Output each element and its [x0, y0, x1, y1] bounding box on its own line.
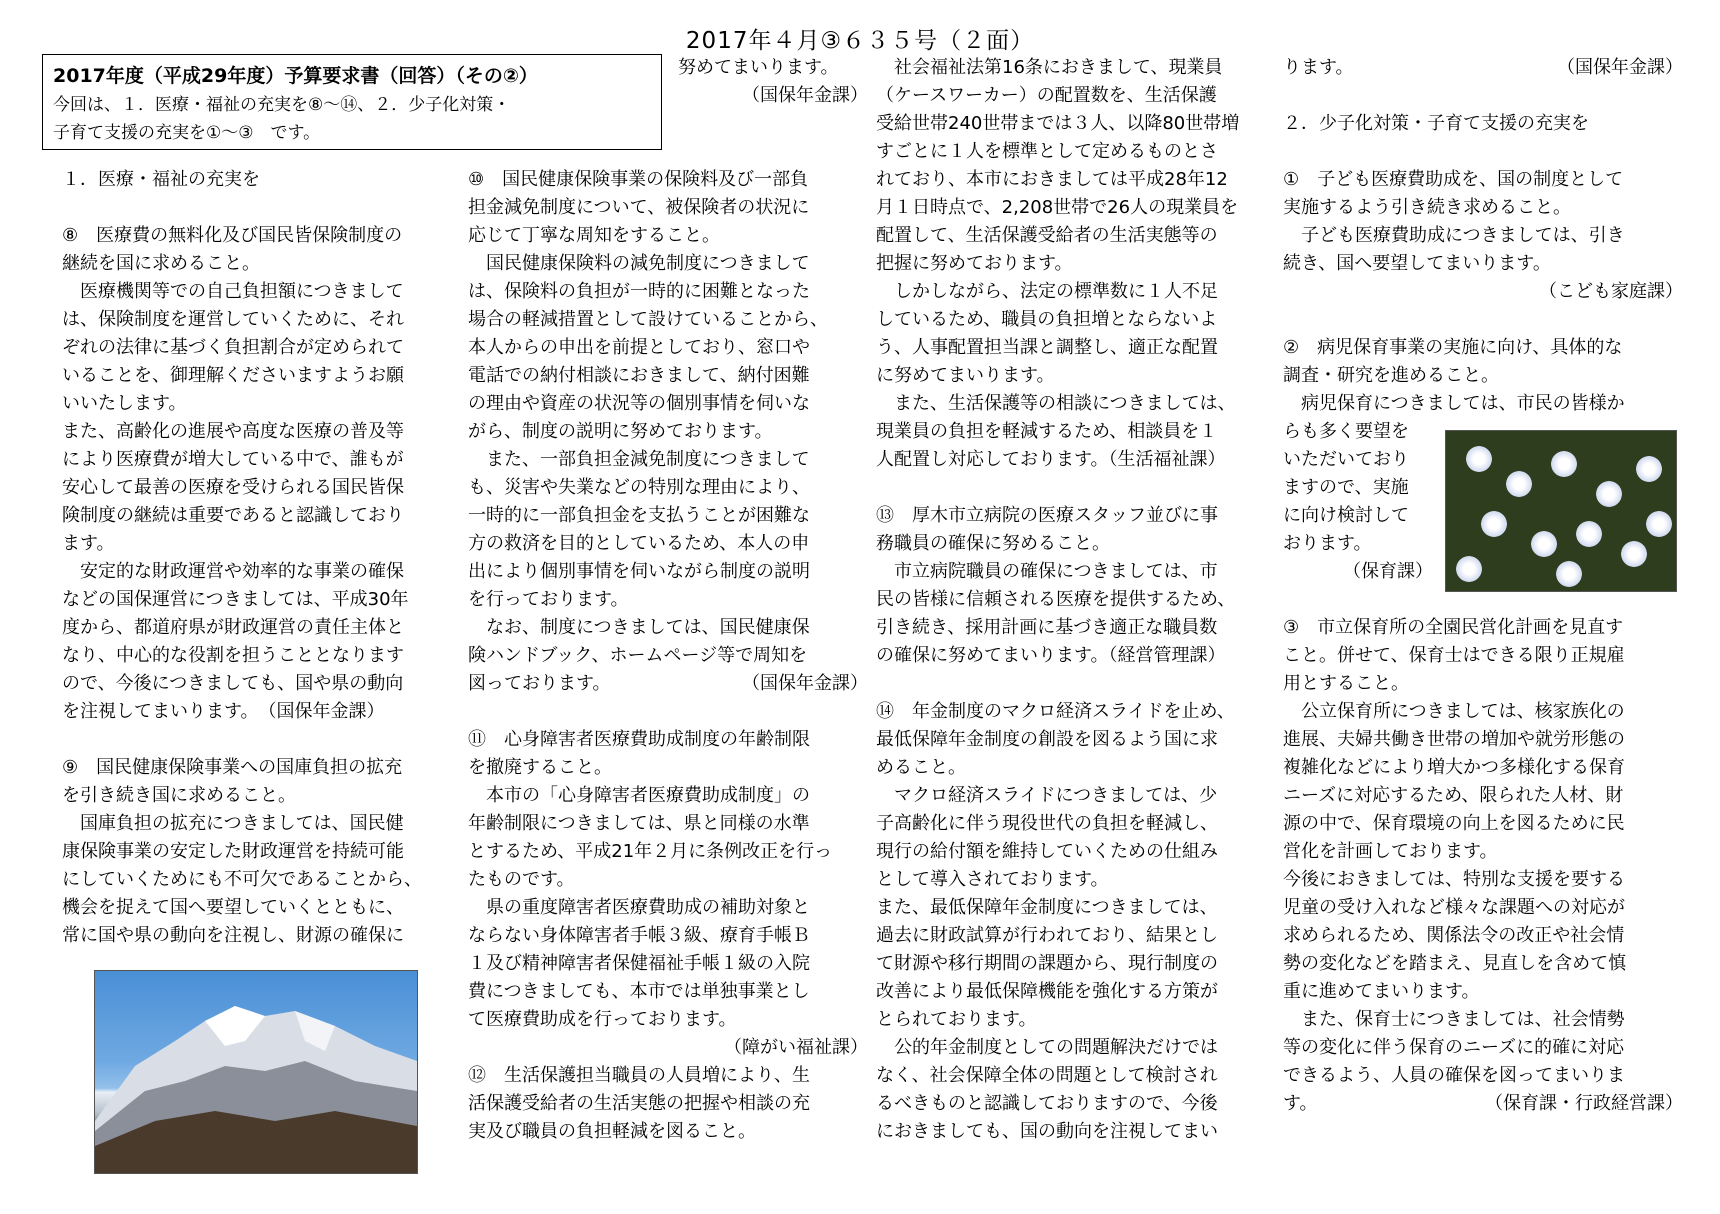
title-box — [42, 54, 662, 150]
item-10-dept: （国保年金課） — [742, 673, 868, 694]
item-2-answer-line1: 病児保育につきましては、市民の皆様か — [1283, 393, 1625, 414]
item-3-dept: （保育課・行政経営課） — [1485, 1093, 1683, 1114]
title: 2017年度（平成29年度）予算要求書（回答）（その②） — [53, 65, 538, 87]
item-11-question: ⑪ 心身障害者医療費助成制度の年齢制限 を撤廃すること。 — [468, 729, 810, 778]
item-9-continued: 努めてまいります。 — [678, 57, 839, 78]
item-2-question: ② 病児保育事業の実施に向け、具体的な 調査・研究を進めること。 — [1283, 337, 1623, 386]
item-11-answer: 本市の「心身障害者医療費助成制度」の 年齢制限につきましては、県と同様の水準 とするため、平成21年２月に条例改正を行っ たものです。 県の重度障害者医療費助成の補助対象と ならない身体障害者手帳３級、療育手帳Ｂ １及び精神障害者保健福祉手帳１級の入院 費につきましても、本市では単独事業とし て医療費助成を行っております。 — [468, 785, 833, 1030]
item-3-answer: 公立保育所につきましては、核家族化の 進展、夫婦共働き世帯の増加や就労形態の 複雑化などにより増大かつ多様化する保育 ニーズに対応するため、限られた人材、財 源の中で、保育環境の向上を図るために民 営化を計画しております。 今後におきましては、特別な支援を要する 児童の受け入れなど様々な課題への対応が 求められるため、関係法令の改正や社会情 勢の変化などを踏まえ、見直しを含めて慎 重に進めてまいります。 また、保育士につきましては、社会情勢 等の変化に伴う保育のニーズに的確に対応 できるよう、人員の確保を図ってまいりま す。 — [1283, 701, 1627, 1114]
item-9-dept: （国保年金課） — [742, 85, 868, 106]
item-10-answer: 国民健康保険料の減免制度につきまして は、保険料の負担が一時的に困難となった 場合の軽減措置として設けていることから、 本人からの申出を前提としており、窓口や 電話での納付相談におきまして、納付困難 の理由や資産の状況等の個別事情を伺いな がら、制度の説明に努めております。 また、一部負担金減免制度につきまして も、災害や失業などの特別な理由により、 一時的に一部負担金を支払うことが困難な 方の救済を目的としているため、本人の申 出により個別事情を伺いながら制度の説明 を行っております。 なお、制度につきましては、国民健康保 険ハンドブック、ホームページ等で周知を 図っております。 — [468, 253, 828, 694]
item-12-question: ⑫ 生活保護担当職員の人員増により、生 活保護受給者の生活実態の把握や相談の充 実及び職員の負担軽減を図ること。 — [468, 1065, 810, 1142]
item-8-answer: 医療機関等での自己負担額につきまして は、保険制度を運営していくために、それ ぞれの法律に基づく負担割合が定められて いることを、御理解くださいますようお願 いいたします。 また、高齢化の進展や高度な医療の普及等 により医療費が増大している中で、誰もが 安心して最善の医療を受けられる国民皆保 険制度の継続は重要であると認識しており ます。 安定的な財政運営や効率的な事業の確保 などの国保運営につきましては、平成30年 度から、都道府県が財政運営の責任主体と なり、中心的な役割を担うこととなります ので、今後につきましても、国や県の動向 を注視してまいります。 （国保年金課） — [62, 281, 409, 722]
column-1 — [62, 166, 457, 950]
column-3 — [876, 54, 1271, 1146]
item-14-dept: （国保年金課） — [1557, 57, 1683, 78]
mountain-illustration — [95, 971, 417, 1173]
column-2-top — [678, 54, 868, 110]
column-2 — [468, 166, 868, 1146]
item-8-question: ⑧ 医療費の無料化及び国民皆保険制度の 継続を国に求めること。 — [62, 225, 403, 274]
item-2-answer-wrap: らも多く要望を いただいており ますので、実施 に向け検討して おります。 — [1283, 421, 1409, 554]
item-10-question: ⑩ 国民健康保険事業の保険料及び一部負 担金減免制度について、被保険者の状況に 応じて丁寧な周知をすること。 — [468, 169, 810, 246]
flower-photo — [1445, 430, 1677, 592]
item-9-question: ⑨ 国民健康保険事業への国庫負担の拡充 を引き続き国に求めること。 — [62, 757, 403, 806]
mountain-photo — [94, 970, 418, 1174]
section-heading-2: ２．少子化対策・子育て支援の充実を — [1283, 113, 1589, 134]
item-14-answer: マクロ経済スライドにつきましては、少 子高齢化に伴う現役世代の負担を軽減し、 現行の給付額を維持していくための仕組み として導入されております。 また、最低保障年金制度につきましては、 過去に財政試算が行われており、結果とし て財源や移行期間の課題から、現行制度の 改善により最低保障機能を強化する方策が とられております。 公的年金制度としての問題解決だけでは なく、社会保障全体の問題として検討され るべきものと認識しておりますので、今後 におきましても、国の動向を注視してまい — [876, 785, 1218, 1142]
issue-header: 2017年４月③６３５号（２面） — [685, 28, 1035, 54]
section-heading-1: １．医療・福祉の充実を — [62, 169, 260, 190]
item-1-answer: 子ども医療費助成につきましては、引き 続き、国へ要望してまいります。 — [1283, 225, 1625, 274]
item-11-dept: （障がい福祉課） — [724, 1037, 868, 1058]
item-14-continued: ります。 — [1283, 57, 1354, 78]
subtitle: 今回は、１．医療・福祉の充実を⑧～⑭、２．少子化対策・ 子育て支援の充実を①～③ です。 — [53, 95, 511, 143]
item-1-question: ① 子ども医療費助成を、国の制度として 実施するよう引き続き求めること。 — [1283, 169, 1624, 218]
item-1-dept: （こども家庭課） — [1539, 281, 1683, 302]
item-9-answer: 国庫負担の拡充につきましては、国民健 康保険事業の安定した財政運営を持続可能 にしていくためにも不可欠であることから、 機会を捉えて国へ要望していくとともに、 常に国や県の動向を注視し、財源の確保に — [62, 813, 422, 946]
item-14-question: ⑭ 年金制度のマクロ経済スライドを止め、 最低保障年金制度の創設を図るよう国に求 めること。 — [876, 701, 1235, 778]
item-13-question: ⑬ 厚木市立病院の医療スタッフ並びに事 務職員の確保に努めること。 — [876, 505, 1218, 554]
item-2-dept: （保育課） — [1343, 561, 1433, 582]
item-12-answer: 社会福祉法第16条におきまして、現業員 （ケースワーカー）の配置数を、生活保護 受給世帯240世帯までは３人、以降80世帯増 すごとに１人を標準として定めるものとさ れており、本市におきましては平成28年12 月１日時点で、2,208世帯で26人の現業員を 配置して、生活保護受給者の生活実態等の 把握に努めております。 しかしながら、法定の標準数に１人不足 しているため、職員の負担増とならないよ う、人事配置担当課と調整し、適正な配置 に努めてまいります。 また、生活保護等の相談につきましては、 現業員の負担を軽減するため、相談員を１ 人配置し対応しております。（生活福祉課） — [876, 57, 1240, 470]
item-3-question: ③ 市立保育所の全園民営化計画を見直す こと。併せて、保育士はできる限り正規雇 用とすること。 — [1283, 617, 1625, 694]
item-13-answer: 市立病院職員の確保につきましては、市 民の皆様に信頼される医療を提供するため、 引き続き、採用計画に基づき適正な職員数 の確保に努めてまいります。（経営管理課） — [876, 561, 1236, 666]
